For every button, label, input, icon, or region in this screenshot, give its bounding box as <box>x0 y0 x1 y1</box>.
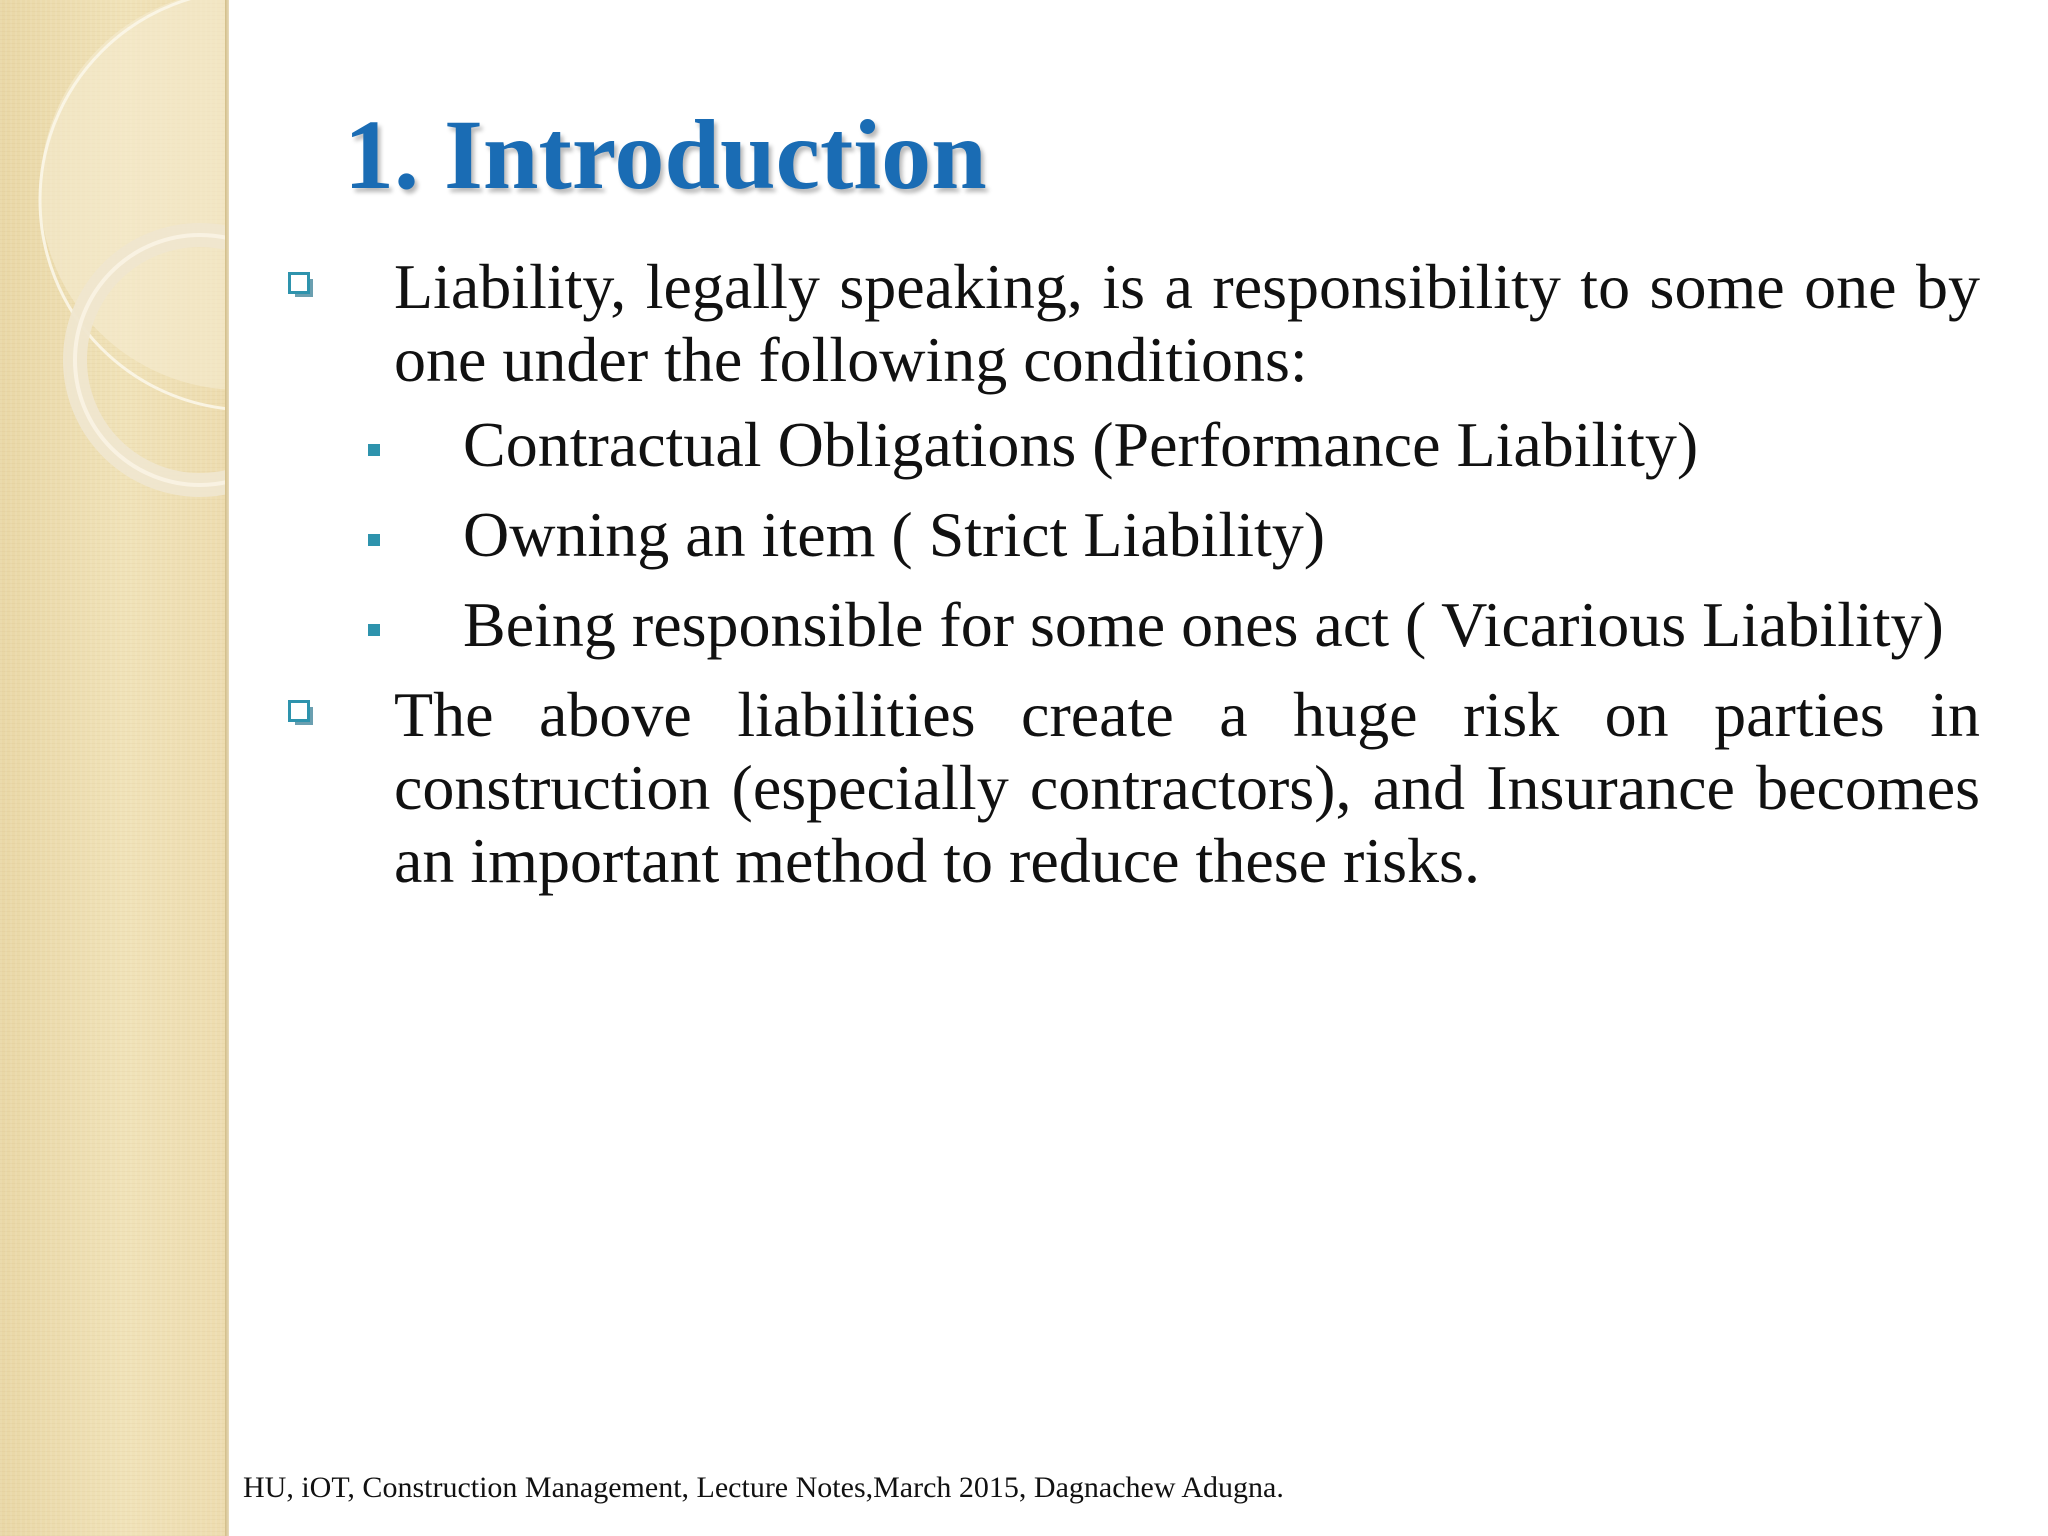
small-square-bullet-icon <box>368 444 380 456</box>
decorative-rings-icon <box>0 0 229 520</box>
sub-bullet-text: Being responsible for some ones act ( Vicarious Liability) <box>463 589 1944 660</box>
slide-footer: HU, iOT, Construction Management, Lecture Notes,March 2015, Dagnachew Adugna. <box>243 1471 1284 1504</box>
decorative-side-band <box>0 0 229 1536</box>
sub-bullet-text: Contractual Obligations (Performance Liability) <box>463 409 1699 480</box>
small-square-bullet-icon <box>368 534 380 546</box>
bullet-text: Liability, legally speaking, is a responsibility to some one by one under the following conditions: <box>394 251 1980 395</box>
sub-bullet-text: Owning an item ( Strict Liability) <box>463 499 1326 570</box>
outlined-square-bullet-icon <box>288 272 314 298</box>
outlined-square-bullet-icon <box>288 700 314 726</box>
sub-bullet-contractual-obligations <box>276 408 1980 481</box>
bullet-text: The above liabilities create a huge risk on parties in construction (especially contractors), and Insurance becomes an important method to reduce these risks. <box>394 679 1980 896</box>
side-band-edge <box>225 0 229 1536</box>
slide-title: 1. Introduction <box>344 99 987 210</box>
bullet-list <box>276 250 1980 909</box>
sub-bullet-vicarious-liability <box>276 588 1980 661</box>
sub-bullet-owning-an-item <box>276 498 1980 571</box>
bullet-item-liability-definition <box>276 250 1980 396</box>
bullet-item-insurance-risk <box>276 678 1980 897</box>
small-square-bullet-icon <box>368 624 380 636</box>
